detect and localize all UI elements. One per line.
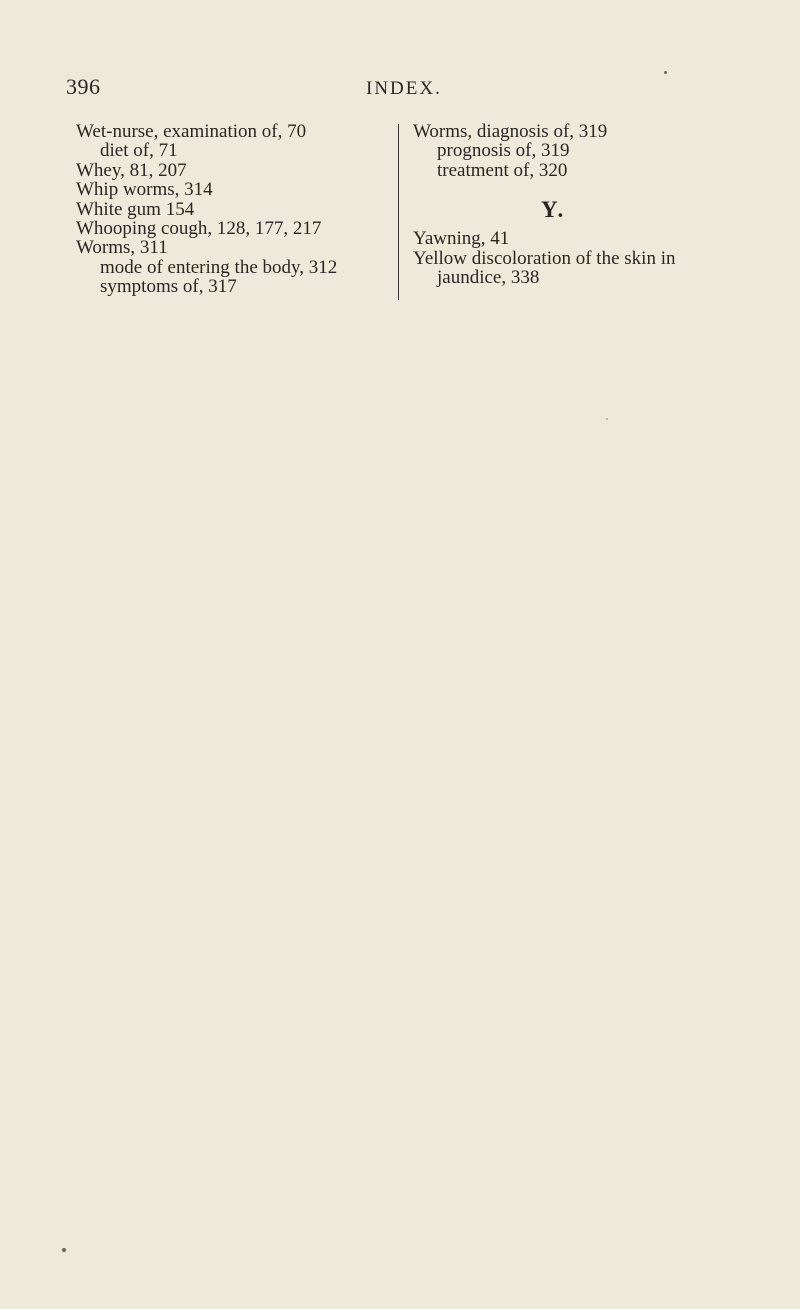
- index-entry: Whip worms, 314: [76, 179, 213, 201]
- index-subentry: symptoms of, 317: [100, 276, 237, 298]
- index-entry: Worms, diagnosis of, 319: [413, 121, 608, 142]
- index-entry: Worms, 311: [76, 237, 168, 259]
- paper-speck: [606, 418, 608, 420]
- index-subentry: jaundice, 338: [437, 267, 540, 289]
- index-entry: Wet-nurse, examination of, 70: [76, 121, 307, 142]
- index-entry: Whey, 81, 207: [76, 159, 187, 181]
- page-number: 396: [66, 74, 101, 99]
- paper-speck: [62, 1248, 66, 1252]
- index-subentry: treatment of, 320: [437, 159, 568, 181]
- index-entry: Yellow discoloration of the skin in: [413, 247, 676, 269]
- paper-speck: [664, 71, 667, 74]
- index-entry: White gum 154: [76, 198, 195, 220]
- column-divider: [398, 124, 399, 300]
- page-header-title: INDEX.: [366, 78, 442, 99]
- section-letter-heading: Y.: [541, 197, 566, 223]
- index-right-column: [413, 122, 675, 287]
- index-subentry: diet of, 71: [100, 140, 178, 162]
- index-left-column: [76, 122, 337, 297]
- index-subentry: prognosis of, 319: [437, 140, 570, 162]
- index-entry: Yawning, 41: [413, 228, 510, 250]
- index-entry: Whooping cough, 128, 177, 217: [76, 218, 322, 240]
- index-subentry: mode of entering the body, 312: [100, 256, 338, 278]
